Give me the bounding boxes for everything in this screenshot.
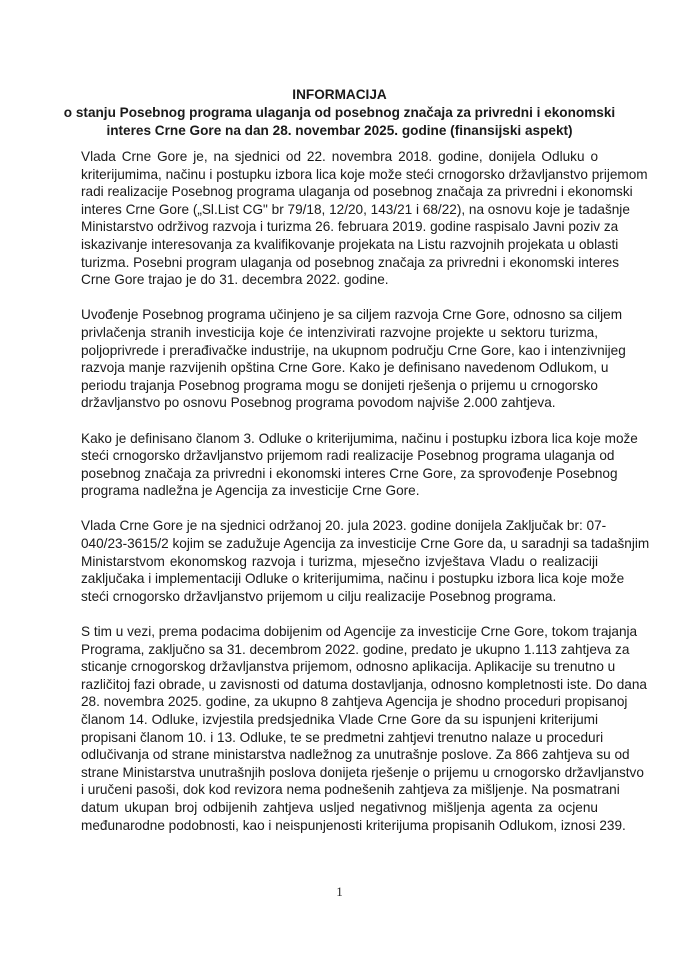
text-line: Crne Gore trajao je do 31. decembra 2022. godine. (81, 272, 389, 288)
text-line: propisani članom 10. i 13. Odluke, te se predmetni zahtjevi trenutno nalaze u proceduri (81, 729, 604, 745)
text-line: periodu trajanja Posebnog programa mogu se donijeti rješenja o prijemu u crnogorsko (81, 377, 598, 393)
document-subtitle-line: interes Crne Gore na dan 28. novembar 2025. godine (finansijski aspekt) (106, 123, 573, 138)
text-line: Vlada Crne Gore je na sjednici održanoj 20. jula 2023. godine donijela Zaključak br: 07- (81, 518, 607, 534)
text-line: S tim u vezi, prema podacima dobijenim od Agencije za investicije Crne Gore, tokom trajanja (81, 624, 638, 640)
page-number: 1 (336, 884, 343, 899)
text-line: i uručeni pasoši, dok kod revizora nema podnešenih zahtjeva za mišljenje. Na posmatrani (81, 782, 620, 798)
text-line: Ministarstvo održivog razvoja i turizma 26. februara 2019. godine raspisalo Javni poziv za (81, 219, 619, 235)
text-line: međunarodne podobnosti, kao i neispunjenosti kriterijuma propisanih Odlukom, iznosi 239. (81, 817, 626, 833)
text-line: interes Crne Gore („Sl.List CG" br 79/18, 12/20, 143/21 i 68/22), na osnovu koje je tadašnje (81, 201, 630, 217)
paragraph (81, 517, 650, 605)
text-line: državljanstvo po osnovu Posebnog programa povodom najviše 2.000 zahtjeva. (81, 395, 556, 411)
text-line: turizma. Posebni program ulaganja od posebnog značaja za privredni i ekonomski interes (81, 254, 620, 270)
text-line: iskazivanje interesovanja za kvalifikovanje projekata na Listu razvojnih projekata u oblasti (81, 236, 619, 252)
document-heading (60, 86, 619, 140)
text-line: datum ukupan broj odbijenih zahtjeva usljed negativnog mišljenja agenta za ocjenu (81, 799, 598, 815)
paragraph (81, 148, 648, 289)
document-title: INFORMACIJA (292, 87, 387, 102)
text-line: radi realizacije Posebnog programa ulaganja od posebnog značaja za privredni i ekonomski (81, 184, 633, 200)
text-line: kriterijumima, načinu i postupku izbora lica koje može steći crnogorsko državljanstvo prijemom (81, 166, 648, 182)
text-line: 28. novembra 2025. godine, za ukupno 8 zahtjeva Agencija je shodno proceduri propisanoj (81, 694, 628, 710)
text-line: Uvođenje Posebnog programa učinjeno je sa ciljem razvoja Crne Gore, odnosno sa ciljem (81, 307, 623, 323)
paragraph (81, 623, 647, 834)
text-line: Kako je definisano članom 3. Odluke o kriterijumima, načinu i postupku izbora lica koje može (81, 430, 638, 446)
text-line: zaključaka i implementaciji Odluke o kriterijumima, načinu i postupku izbora lica koje može (81, 571, 625, 587)
text-line: Vlada Crne Gore je, na sjednici od 22. novembra 2018. godine, donijela Odluku o (81, 149, 598, 164)
text-line: programa nadležna je Agencija za investicije Crne Gore. (81, 483, 420, 499)
text-line: odlučivanja od strane ministarstva nadležnog za unutrašnje poslove. Za 866 zahtjeva su od (81, 747, 630, 763)
text-line: posebnog značaja za privredni i ekonomski interes Crne Gore, za sprovođenje Posebnog (81, 465, 618, 481)
text-line: steći crnogorsko državljanstvo prijemom radi realizacije Posebnog programa ulaganja od (81, 448, 615, 464)
text-line: Ministarstvom ekonomskog razvoja i turizma, mjesečno izvještava Vladu o realizaciji (81, 553, 598, 569)
text-line: članom 14. Odluke, izvjestila predsjednika Vlade Crne Gore da su ispunjeni kriterijumi (81, 712, 598, 727)
paragraph (81, 430, 638, 500)
text-line: sticanje crnogorskog državljanstva prijemom, odnosno aplikacija. Aplikacije su trenutno u (81, 659, 616, 675)
text-line: poljoprivrede i prerađivačke industrije, na ukupnom području Crne Gore, kao i intenzivnijeg (81, 342, 626, 358)
text-line: steći crnogorsko državljanstvo prijemom u cilju realizacije Posebnog programa. (81, 588, 557, 604)
text-line: Programa, zaključno sa 31. decembrom 2022. godine, predato je ukupno 1.113 zahtjeva za (81, 641, 630, 657)
document-body (81, 148, 650, 852)
text-line: 040/23-3615/2 kojim se zadužuje Agencija za investicije Crne Gore da, u saradnji sa tadašnjim (81, 536, 650, 552)
paragraph (81, 306, 626, 412)
text-line: strane Ministarstva unutrašnjih poslova donijeta rješenje o prijemu u crnogorsko državljanstvo (81, 764, 644, 780)
text-line: razvoja manje razvijenih opština Crne Gore. Kako je definisano navedenom Odlukom, u (81, 360, 609, 376)
document-subtitle-line: o stanju Posebnog programa ulaganja od posebnog značaja za privredni i ekonomski (63, 105, 616, 120)
text-line: različitoj fazi obrade, u zavisnosti od datuma dostavljanja, odnosno kompletnosti iste. Do dana (81, 676, 647, 692)
text-line: privlačenja stranih investicija koje će intenzivirati razvojne projekte u sektoru turizma, (81, 324, 598, 340)
